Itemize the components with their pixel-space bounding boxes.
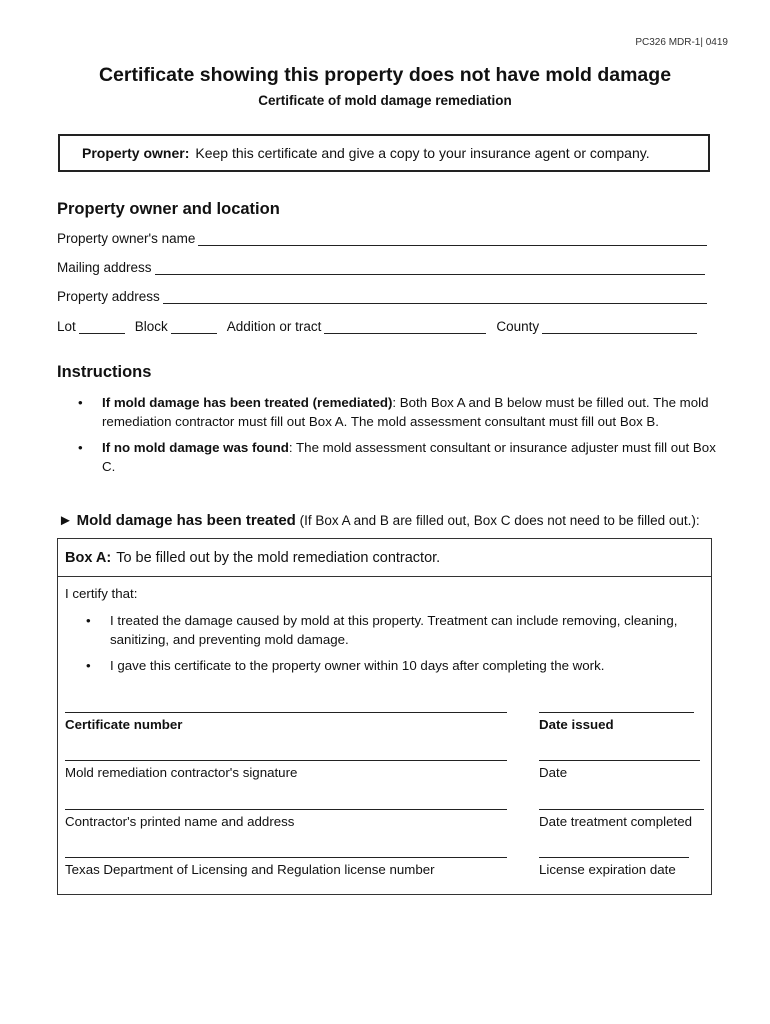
owner-name-field[interactable] <box>57 231 707 246</box>
form-id: PC326 MDR-1| 0419 <box>635 37 728 48</box>
date-completed-label: Date treatment completed <box>539 814 692 829</box>
license-expiration-label: License expiration date <box>539 862 676 877</box>
page-title: Certificate showing this property does not have mold damage <box>98 64 672 86</box>
license-number-field[interactable] <box>65 857 507 877</box>
county-line[interactable] <box>542 321 697 334</box>
instruction-item-no-mold: • If no mold damage was found: The mold assessment consultant or insurance adjuster must fill out Box C. <box>76 438 716 476</box>
license-expiration-field[interactable] <box>539 857 689 877</box>
instructions-list <box>76 393 716 483</box>
license-number-label: Texas Department of Licensing and Regulation license number <box>65 862 435 877</box>
date-issued-label: Date issued <box>539 717 614 732</box>
certify-item-gave-certificate: • I gave this certificate to the property owner within 10 days after completing the work. <box>84 656 684 675</box>
certify-text: I certify that: <box>65 586 138 601</box>
property-address-label: Property address <box>57 289 160 304</box>
date-issued-field[interactable] <box>539 712 694 732</box>
mailing-address-label: Mailing address <box>57 260 152 275</box>
mold-treated-note: (If Box A and B are filled out, Box C does not need to be filled out.): <box>299 513 700 528</box>
mailing-address-line[interactable] <box>155 262 705 275</box>
contractor-signature-label: Mold remediation contractor's signature <box>65 765 298 780</box>
owner-name-line[interactable] <box>198 233 707 246</box>
notice-text: Keep this certificate and give a copy to your insurance agent or company. <box>195 145 650 161</box>
certificate-number-label: Certificate number <box>65 717 183 732</box>
lot-line[interactable] <box>79 321 125 334</box>
property-address-field[interactable] <box>57 289 707 304</box>
contractor-signature-field[interactable] <box>65 760 507 780</box>
block-label: Block <box>134 319 168 334</box>
county-label: County <box>496 319 540 334</box>
signature-date-label: Date <box>539 765 568 780</box>
owner-section-heading: Property owner and location <box>57 200 280 218</box>
mold-treated-title: Mold damage has been treated <box>76 512 296 529</box>
page-subtitle: Certificate of mold damage remediation <box>258 93 512 108</box>
owner-name-label: Property owner's name <box>57 231 196 246</box>
block-line[interactable] <box>171 321 217 334</box>
addition-line[interactable] <box>324 321 486 334</box>
box-a-title: To be filled out by the mold remediation contractor. <box>116 549 441 566</box>
printed-name-field[interactable] <box>65 809 507 829</box>
box-a-header <box>58 539 711 577</box>
printed-name-label: Contractor's printed name and address <box>65 814 295 829</box>
certify-item-treated: • I treated the damage caused by mold at this property. Treatment can include removing, cleaning, sanitizing, and preventing mold damage. <box>84 611 684 649</box>
mailing-address-field[interactable] <box>57 260 705 275</box>
property-address-line[interactable] <box>163 291 707 304</box>
owner-notice-box <box>58 134 710 172</box>
lot-label: Lot <box>57 319 76 334</box>
notice-label: Property owner: <box>82 145 190 161</box>
certificate-number-field[interactable] <box>65 712 507 732</box>
addition-label: Addition or tract <box>226 319 322 334</box>
date-completed-field[interactable] <box>539 809 704 829</box>
lot-block-row <box>57 319 697 334</box>
certify-list <box>84 611 684 682</box>
instruction-item-remediated: • If mold damage has been treated (remediated): Both Box A and B below must be filled out. The mold remediation contractor must fill out Box A. The mold assessment consultant must fill out Box B. <box>76 393 716 431</box>
box-a <box>57 538 712 895</box>
instructions-heading: Instructions <box>57 363 152 381</box>
box-a-label: Box A: <box>65 549 112 566</box>
signature-date-field[interactable] <box>539 760 700 780</box>
arrow-right-icon: ► <box>58 512 73 529</box>
mold-treated-heading <box>58 512 700 529</box>
